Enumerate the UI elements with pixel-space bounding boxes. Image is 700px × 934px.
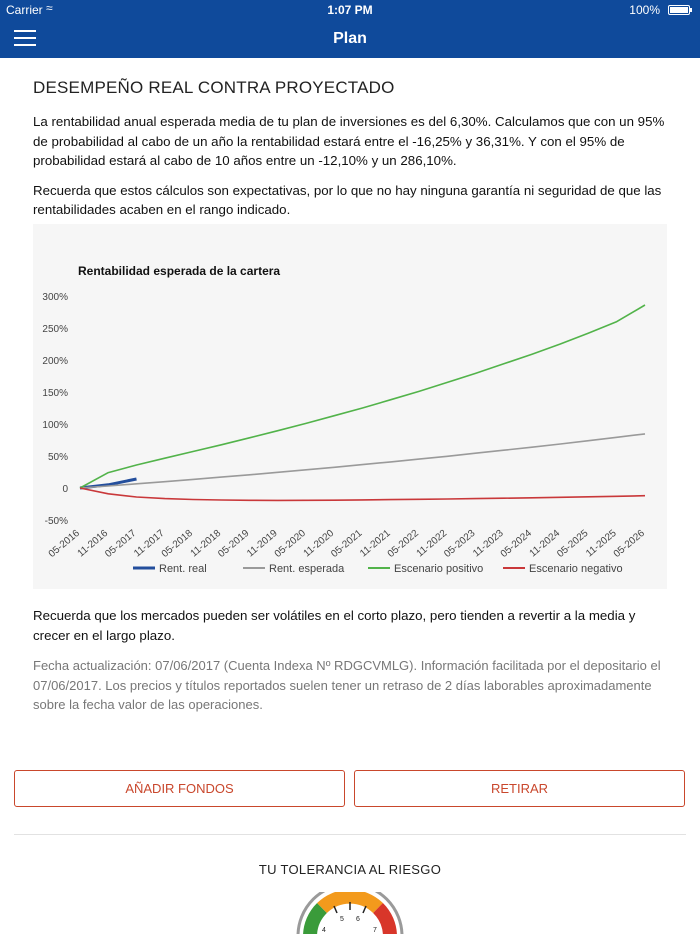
divider bbox=[14, 834, 686, 835]
x-tick-label: 05-2022 bbox=[385, 527, 421, 560]
y-tick-label: 250% bbox=[42, 324, 68, 335]
x-tick-label: 05-2019 bbox=[216, 527, 252, 560]
legend-label: Rent. esperada bbox=[269, 563, 345, 575]
x-tick-label: 11-2024 bbox=[527, 527, 563, 560]
wifi-icon: ≈ bbox=[46, 1, 53, 15]
gauge-label-5: 5 bbox=[340, 916, 344, 923]
withdraw-button[interactable]: RETIRAR bbox=[354, 770, 685, 807]
chart-canvas bbox=[33, 224, 667, 589]
x-tick-label: 11-2022 bbox=[414, 527, 450, 560]
battery-percent: 100% bbox=[629, 3, 660, 17]
gauge-label-4: 4 bbox=[322, 927, 326, 934]
x-tick-label: 11-2025 bbox=[584, 527, 619, 560]
y-tick-label: 300% bbox=[42, 292, 68, 303]
page-title: Plan bbox=[333, 30, 367, 47]
series-line bbox=[80, 434, 645, 488]
risk-gauge-icon bbox=[290, 892, 410, 934]
x-tick-label: 11-2023 bbox=[471, 527, 506, 560]
y-tick-label: 100% bbox=[42, 420, 68, 431]
x-tick-label: 11-2019 bbox=[245, 527, 280, 560]
gauge-red-segment bbox=[378, 908, 390, 934]
legend-label: Rent. real bbox=[159, 563, 207, 575]
series-line bbox=[80, 488, 645, 500]
x-tick-label: 05-2016 bbox=[46, 527, 82, 560]
legend-label: Escenario negativo bbox=[529, 563, 623, 575]
legend-label: Escenario positivo bbox=[394, 563, 484, 575]
x-tick-label: 05-2018 bbox=[159, 527, 195, 560]
add-funds-button[interactable]: AÑADIR FONDOS bbox=[14, 770, 345, 807]
update-note: Fecha actualización: 07/06/2017 (Cuenta Indexa Nº RDGCVMLG). Información facilitada por el depositario el 07/06/2017. Los precios y títulos reportados suelen tener un retraso de 2 días laborables aproximadamente sobre la fecha valor de las operaciones. bbox=[33, 658, 661, 712]
gauge-label-7: 7 bbox=[373, 927, 377, 934]
disclaimer-paragraph: Recuerda que estos cálculos son expectativas, por lo que no hay ninguna garantía ni seguridad de que las rentabilidades acaben en el rango indicado. bbox=[33, 182, 662, 217]
gauge-tick bbox=[363, 906, 366, 913]
gauge-green-segment bbox=[310, 908, 322, 934]
y-tick-label: -50% bbox=[44, 516, 68, 527]
gauge-tick bbox=[334, 906, 337, 913]
x-tick-label: 05-2026 bbox=[611, 527, 647, 560]
x-tick-label: 05-2025 bbox=[555, 527, 591, 560]
x-tick-label: 05-2023 bbox=[442, 527, 478, 560]
nav-bar bbox=[0, 20, 700, 58]
x-tick-label: 11-2018 bbox=[188, 527, 224, 560]
expected-return-paragraph: La rentabilidad anual esperada media de tu plan de inversiones es del 6,30%. Calculamos que con un 95% de probabilidad al cabo de un año la rentabilidad estará entre el -16,25% y 36,31%. Y con el 95% de probabilidad estará al cabo de 10 años entre un -12,10% y un 286,10%. bbox=[33, 114, 665, 168]
x-tick-label: 05-2021 bbox=[329, 527, 365, 560]
x-tick-label: 11-2021 bbox=[358, 527, 393, 560]
carrier-label: Carrier bbox=[6, 3, 43, 17]
y-tick-label: 0 bbox=[62, 484, 68, 495]
clock: 1:07 PM bbox=[327, 3, 373, 17]
y-tick-label: 200% bbox=[42, 356, 68, 367]
chart-title: Rentabilidad esperada de la cartera bbox=[78, 264, 281, 278]
section-heading: DESEMPEÑO REAL CONTRA PROYECTADO bbox=[33, 78, 395, 97]
x-tick-label: 05-2020 bbox=[272, 527, 308, 560]
volatility-paragraph: Recuerda que los mercados pueden ser volátiles en el corto plazo, pero tienden a revertir a la media y crecer en el largo plazo. bbox=[33, 608, 636, 643]
x-tick-label: 11-2016 bbox=[75, 527, 111, 560]
risk-tolerance-title: TU TOLERANCIA AL RIESGO bbox=[258, 862, 442, 877]
y-tick-label: 50% bbox=[47, 452, 68, 463]
y-tick-label: 150% bbox=[42, 388, 68, 399]
x-tick-label: 05-2017 bbox=[103, 527, 139, 560]
series-line bbox=[80, 305, 645, 488]
battery-icon bbox=[668, 5, 690, 15]
x-tick-label: 05-2024 bbox=[498, 527, 534, 560]
status-bar bbox=[0, 0, 700, 20]
x-tick-label: 11-2020 bbox=[301, 527, 337, 560]
performance-section bbox=[33, 78, 667, 230]
return-chart bbox=[33, 224, 667, 589]
x-tick-label: 11-2017 bbox=[132, 527, 167, 560]
gauge-label-6: 6 bbox=[356, 916, 360, 923]
